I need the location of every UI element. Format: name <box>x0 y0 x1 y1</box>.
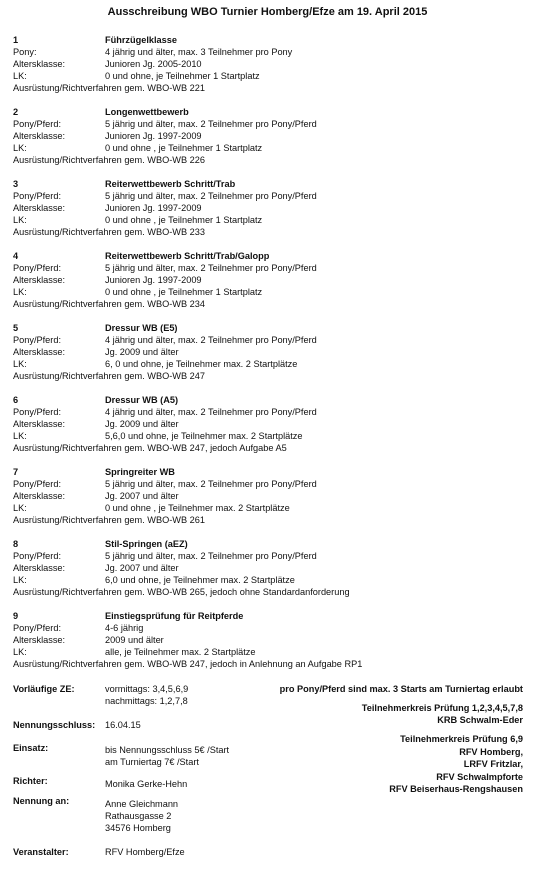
competition-number: 8 <box>13 539 19 549</box>
competition-section <box>13 539 523 598</box>
field-value: 0 und ohne , je Teilnehmer 1 Startplatz <box>105 286 263 297</box>
field-value: 0 und ohne , je Teilnehmer 1 Startplatz <box>105 214 263 225</box>
field-value: Junioren Jg. 1997-2009 <box>105 202 202 213</box>
field-label: Altersklasse: <box>13 490 66 501</box>
nennung-line-3: 34576 Homberg <box>105 822 171 833</box>
teilnehmerkreis-2-line-1: Teilnehmerkreis Prüfung 6,9 <box>400 734 523 744</box>
teilnehmerkreis-2-line-3: LRFV Fritzlar, <box>463 759 523 770</box>
competition-section <box>13 251 523 310</box>
field-value: alle, je Teilnehmer max. 2 Startplätze <box>105 646 256 657</box>
veranstalter-value: RFV Homberg/Efze <box>105 847 185 857</box>
field-value: 6,0 und ohne, je Teilnehmer max. 2 Startplätze <box>105 574 295 585</box>
field-label: Pony/Pferd: <box>13 190 62 201</box>
competition-title: Führzügelklasse <box>105 35 177 45</box>
competition-title: Reiterwettbewerb Schritt/Trab <box>105 179 236 189</box>
field-label: Pony/Pferd: <box>13 622 62 633</box>
einsatz-block <box>13 743 273 767</box>
einsatz-line-1: bis Nennungsschluss 5€ /Start <box>105 745 230 755</box>
field-label: Pony/Pferd: <box>13 334 62 345</box>
competition-number: 6 <box>13 395 19 405</box>
einsatz-line-2: am Turniertag 7€ /Start <box>105 756 199 767</box>
field-label: LK: <box>13 214 27 225</box>
field-value: Jg. 2009 und älter <box>105 346 179 357</box>
field-label: Altersklasse: <box>13 634 66 645</box>
field-value: Junioren Jg. 1997-2009 <box>105 130 202 141</box>
document-title: Ausschreibung WBO Turnier Homberg/Efze am 19. April 2015 <box>107 6 428 18</box>
richter-value: Monika Gerke-Hehn <box>105 779 188 789</box>
starts-note: pro Pony/Pferd sind max. 3 Starts am Turniertag erlaubt <box>279 684 523 694</box>
equipment-rule: Ausrüstung/Richtverfahren gem. WBO-WB 233 <box>13 226 205 237</box>
competition-number: 7 <box>13 467 19 477</box>
competition-title: Dressur WB (E5) <box>105 323 178 333</box>
teilnehmerkreis-1-line-2: KRB Schwalm-Eder <box>437 714 523 725</box>
nennungsschluss-value: 16.04.15 <box>105 720 141 730</box>
competition-section <box>13 467 523 526</box>
field-value: 5 jährig und älter, max. 2 Teilnehmer pro Pony/Pferd <box>105 118 317 129</box>
richter-label: Richter: <box>13 776 48 786</box>
equipment-rule: Ausrüstung/Richtverfahren gem. WBO-WB 226 <box>13 154 205 165</box>
competition-section <box>13 179 523 238</box>
field-label: Altersklasse: <box>13 58 66 69</box>
field-label: LK: <box>13 70 27 81</box>
field-label: Pony/Pferd: <box>13 118 62 129</box>
field-value: 0 und ohne , je Teilnehmer max. 2 Startplätze <box>105 502 290 513</box>
einsatz-label: Einsatz: <box>13 743 49 753</box>
field-label: Pony/Pferd: <box>13 262 62 273</box>
competition-number: 4 <box>13 251 19 261</box>
equipment-rule: Ausrüstung/Richtverfahren gem. WBO-WB 247, jedoch in Anlehnung an Aufgabe RP1 <box>13 658 363 669</box>
ze-block <box>13 684 273 708</box>
nennungsschluss-block <box>13 720 273 732</box>
equipment-rule: Ausrüstung/Richtverfahren gem. WBO-WB 265, jedoch ohne Standardanforderung <box>13 586 350 597</box>
field-label: LK: <box>13 430 27 441</box>
field-label: Pony/Pferd: <box>13 406 62 417</box>
field-label: LK: <box>13 286 27 297</box>
field-label: LK: <box>13 142 27 153</box>
richter-block <box>13 776 273 788</box>
equipment-rule: Ausrüstung/Richtverfahren gem. WBO-WB 234 <box>13 298 205 309</box>
ze-line-2: nachmittags: 1,2,7,8 <box>105 695 188 706</box>
nennungsschluss-label: Nennungsschluss: <box>13 720 96 730</box>
competition-number: 9 <box>13 611 19 621</box>
field-value: 5 jährig und älter, max. 2 Teilnehmer pro Pony/Pferd <box>105 262 317 273</box>
ze-line-1: vormittags: 3,4,5,6,9 <box>105 684 189 694</box>
field-value: 4 jährig und älter, max. 3 Teilnehmer pro Pony <box>105 46 293 57</box>
ze-label: Vorläufige ZE: <box>13 684 75 694</box>
teilnehmerkreis-2 <box>389 733 523 796</box>
field-label: Altersklasse: <box>13 130 66 141</box>
competition-section <box>13 107 523 166</box>
competition-section <box>13 611 523 670</box>
field-value: 5 jährig und älter, max. 2 Teilnehmer pro Pony/Pferd <box>105 478 317 489</box>
field-label: LK: <box>13 574 27 585</box>
competition-section <box>13 35 523 94</box>
field-label: Altersklasse: <box>13 562 66 573</box>
field-label: Pony/Pferd: <box>13 550 62 561</box>
teilnehmerkreis-2-line-4: RFV Schwalmpforte <box>436 771 523 782</box>
field-value: 4 jährig und älter, max. 2 Teilnehmer pro Pony/Pferd <box>105 334 317 345</box>
field-value: Junioren Jg. 2005-2010 <box>105 58 202 69</box>
equipment-rule: Ausrüstung/Richtverfahren gem. WBO-WB 221 <box>13 82 205 93</box>
competition-number: 2 <box>13 107 19 117</box>
competition-section <box>13 323 523 382</box>
equipment-rule: Ausrüstung/Richtverfahren gem. WBO-WB 261 <box>13 514 205 525</box>
competition-section <box>13 395 523 454</box>
field-value: 6, 0 und ohne, je Teilnehmer max. 2 Startplätze <box>105 358 298 369</box>
field-value: Junioren Jg. 1997-2009 <box>105 274 202 285</box>
nennung-line-2: Rathausgasse 2 <box>105 810 172 821</box>
teilnehmerkreis-2-line-2: RFV Homberg, <box>459 746 523 757</box>
field-value: 5,6,0 und ohne, je Teilnehmer max. 2 Startplätze <box>105 430 303 441</box>
field-label: LK: <box>13 502 27 513</box>
equipment-rule: Ausrüstung/Richtverfahren gem. WBO-WB 247 <box>13 370 205 381</box>
competition-title: Stil-Springen (aEZ) <box>105 539 188 549</box>
field-label: LK: <box>13 358 27 369</box>
competition-number: 1 <box>13 35 19 45</box>
competition-title: Reiterwettbewerb Schritt/Trab/Galopp <box>105 251 270 261</box>
field-value: 2009 und älter <box>105 634 164 645</box>
field-label: Altersklasse: <box>13 202 66 213</box>
competition-title: Einstiegsprüfung für Reitpferde <box>105 611 244 621</box>
competition-number: 5 <box>13 323 19 333</box>
competition-title: Dressur WB (A5) <box>105 395 179 405</box>
field-value: 0 und ohne , je Teilnehmer 1 Startplatz <box>105 142 263 153</box>
competition-number: 3 <box>13 179 19 189</box>
teilnehmerkreis-1-line-1: Teilnehmerkreis Prüfung 1,2,3,4,5,7,8 <box>361 703 523 713</box>
competition-title: Longenwettbewerb <box>105 107 189 117</box>
teilnehmerkreis-1 <box>362 703 523 727</box>
field-label: Altersklasse: <box>13 346 66 357</box>
field-label: LK: <box>13 646 27 657</box>
field-value: 5 jährig und älter, max. 2 Teilnehmer pro Pony/Pferd <box>105 550 317 561</box>
competition-title: Springreiter WB <box>105 467 175 477</box>
teilnehmerkreis-2-line-5: RFV Beiserhaus-Rengshausen <box>389 784 523 795</box>
nennung-label: Nennung an: <box>13 796 70 806</box>
field-value: 0 und ohne, je Teilnehmer 1 Startplatz <box>105 70 260 81</box>
nennung-block <box>13 796 273 844</box>
field-label: Pony/Pferd: <box>13 478 62 489</box>
equipment-rule: Ausrüstung/Richtverfahren gem. WBO-WB 247, jedoch Aufgabe A5 <box>13 442 287 453</box>
field-value: Jg. 2007 und älter <box>105 562 179 573</box>
veranstalter-label: Veranstalter: <box>13 847 69 857</box>
nennung-line-1: Anne Gleichmann <box>105 799 179 809</box>
field-value: 5 jährig und älter, max. 2 Teilnehmer pro Pony/Pferd <box>105 190 317 201</box>
field-value: 4-6 jährig <box>105 622 144 633</box>
field-label: Altersklasse: <box>13 274 66 285</box>
field-label: Altersklasse: <box>13 418 66 429</box>
field-value: Jg. 2007 und älter <box>105 490 179 501</box>
field-value: 4 jährig und älter, max. 2 Teilnehmer pro Pony/Pferd <box>105 406 317 417</box>
field-label: Pony: <box>13 46 37 57</box>
veranstalter-block <box>13 847 273 859</box>
field-value: Jg. 2009 und älter <box>105 418 179 429</box>
